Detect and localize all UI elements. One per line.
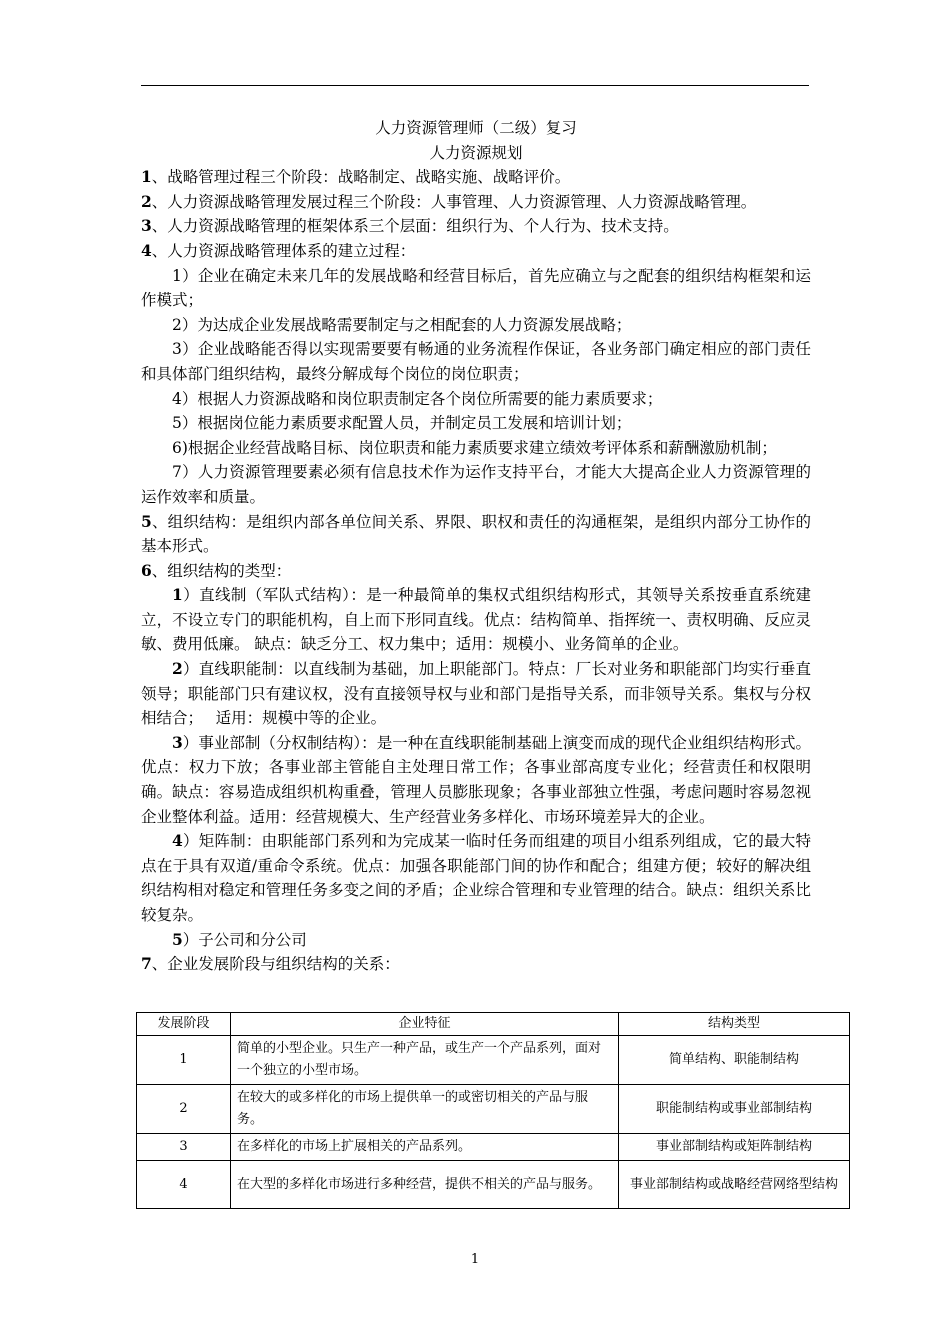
table-cell-feature: 简单的小型企业。只生产一种产品，或生产一个产品系列，面对一个独立的小型市场。 <box>231 1036 619 1085</box>
table-cell-stage: 1 <box>137 1036 231 1085</box>
item-4-sub-1: 1）企业在确定未来几年的发展战略和经营目标后，首先应确立与之配套的组织结构框架和运作模式； <box>141 266 811 310</box>
table-header-stage: 发展阶段 <box>137 1013 231 1036</box>
table-row <box>137 1085 850 1134</box>
table-cell-stage: 2 <box>137 1085 231 1134</box>
item-6-sub-2: 2）直线职能制：以直线制为基础，加上职能部门。特点：厂长对业务和职能部门均实行垂直领导；职能部门只有建议权，没有直接领导权与业和部门是指导关系，而非领导关系。集权与分权相结合； 适用：规模中等的企业。 <box>141 659 811 728</box>
item-6-sub-1: 1）直线制（军队式结构）：是一种最简单的集权式组织结构形式，其领导关系按垂直系统建立，不设立专门的职能机构，自上而下形同直线。优点：结构简单、指挥统一、责权明确、反应灵敏、费用低廉。 缺点：缺乏分工、权力集中；适用：规模小、业务简单的企业。 <box>141 585 811 654</box>
table-header-structure: 结构类型 <box>619 1013 850 1036</box>
table-cell-structure: 事业部制结构或矩阵制结构 <box>619 1134 850 1161</box>
item-2: 2、人力资源战略管理发展过程三个阶段：人事管理、人力资源管理、人力资源战略管理。 <box>141 191 757 211</box>
table-row <box>137 1134 850 1161</box>
item-6-sub-3: 3）事业部制（分权制结构）：是一种在直线职能制基础上演变而成的现代企业组织结构形式。优点：权力下放；各事业部主管能自主处理日常工作；各事业部高度专业化；经营责任和权限明确。缺点：容易造成组织机构重叠，管理人员膨胀现象；各事业部独立性强，考虑问题时容易忽视企业整体利益。适用：经营规模大、生产经营业务多样化、市场环境差异大的企业。 <box>141 732 811 826</box>
item-6-sub-5: 5）子公司和分公司 <box>172 929 307 949</box>
doc-title: 人力资源管理师（二级）复习 <box>375 119 577 137</box>
table-cell-feature: 在大型的多样化市场进行多种经营，提供不相关的产品与服务。 <box>231 1161 619 1209</box>
item-4-sub-7: 7）人力资源管理要素必须有信息技术作为运作支持平台，才能大大提高企业人力资源管理的运作效率和质量。 <box>141 463 811 506</box>
table-header-feature: 企业特征 <box>231 1013 619 1036</box>
table-cell-structure: 简单结构、职能制结构 <box>619 1036 850 1085</box>
section-title: 人力资源规划 <box>429 143 523 162</box>
document-body <box>141 116 811 977</box>
table-cell-feature: 在多样化的市场上扩展相关的产品系列。 <box>231 1134 619 1161</box>
item-6-sub-4: 4）矩阵制：由职能部门系列和为完成某一临时任务而组建的项目小组系列组成，它的最大特点在于具有双道/重命令系统。优点：加强各职能部门间的协作和配合；组建方便；较好的解决组织结构相对稳定和管理任务多变之间的矛盾；企业综合管理和专业管理的结合。缺点：组织关系比较复杂。 <box>141 831 811 924</box>
item-4-sub-3: 3）企业战略能否得以实现需要要有畅通的业务流程作保证，各业务部门确定相应的部门责任和具体部门组织结构，最终分解成每个岗位的岗位职责； <box>141 340 811 383</box>
item-4-sub-4: 4）根据人力资源战略和岗位职责制定各个岗位所需要的能力素质要求； <box>172 389 663 408</box>
item-4-sub-2: 2）为达成企业发展战略需要制定与之相配套的人力资源发展战略； <box>172 315 632 334</box>
table-row <box>137 1036 850 1085</box>
item-5: 5、组织结构：是组织内部各单位间关系、界限、职权和责任的沟通框架，是组织内部分工协作的基本形式。 <box>141 511 811 556</box>
item-7: 7、企业发展阶段与组织结构的关系： <box>141 954 400 974</box>
table-cell-structure: 职能制结构或事业部制结构 <box>619 1085 850 1134</box>
item-4-sub-6: 6)根据企业经营战略目标、岗位职责和能力素质要求建立绩效考评体系和薪酬激励机制； <box>172 438 777 457</box>
table-cell-structure: 事业部制结构或战略经营网络型结构 <box>619 1161 850 1209</box>
item-1: 1、战略管理过程三个阶段：战略制定、战略实施、战略评价。 <box>141 167 571 187</box>
table-cell-stage: 4 <box>137 1161 231 1209</box>
item-4-sub-5: 5）根据岗位能力素质要求配置人员，并制定员工发展和培训计划； <box>172 414 632 433</box>
item-6: 6、组织结构的类型： <box>141 560 292 580</box>
table-header-row <box>137 1013 850 1036</box>
header-rule <box>141 85 809 86</box>
table-row <box>137 1161 850 1209</box>
item-3: 3、人力资源战略管理的框架体系三个层面：组织行为、个人行为、技术支持。 <box>141 216 679 236</box>
table-cell-stage: 3 <box>137 1134 231 1161</box>
item-4: 4、人力资源战略管理体系的建立过程： <box>141 240 416 260</box>
table-cell-feature: 在较大的或多样化的市场上提供单一的或密切相关的产品与服务。 <box>231 1085 619 1134</box>
page-number: 1 <box>470 1252 480 1267</box>
stage-structure-table <box>136 1012 850 1209</box>
